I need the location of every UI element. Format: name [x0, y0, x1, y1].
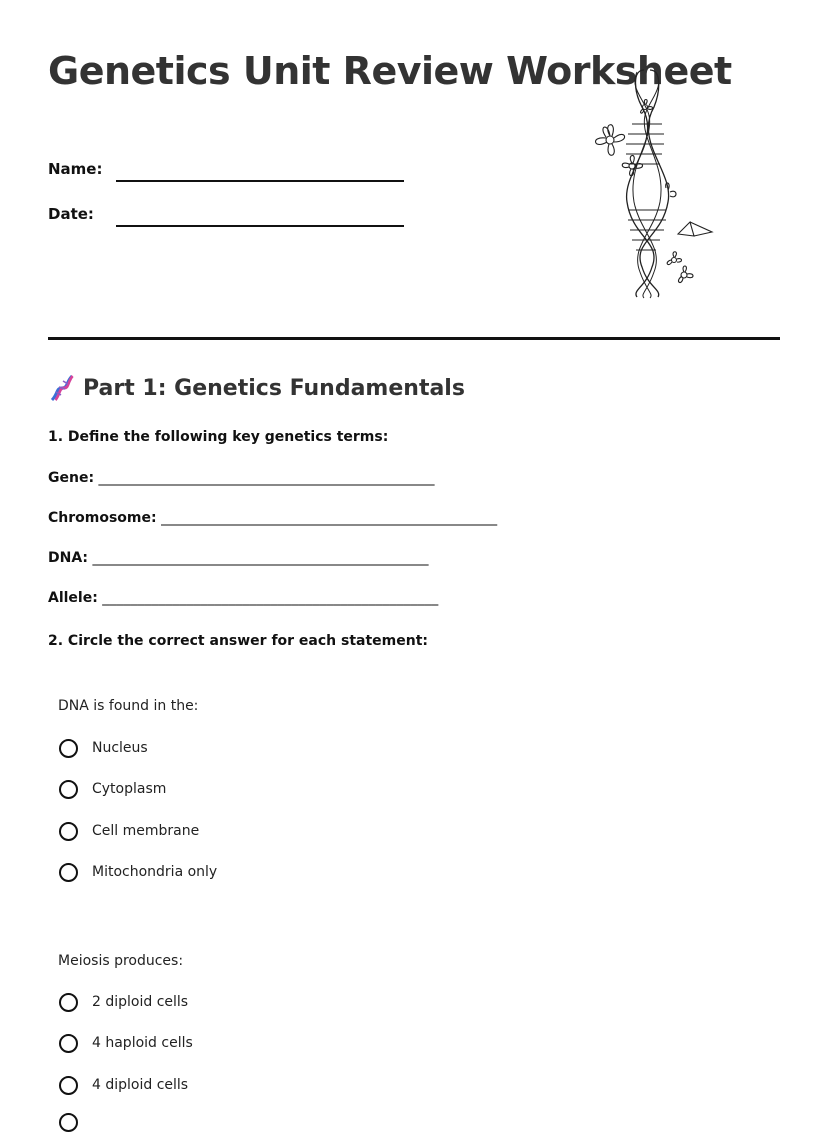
radio-circle[interactable] — [59, 1113, 78, 1132]
date-label: Date: — [48, 205, 94, 223]
mc-option[interactable] — [58, 736, 148, 760]
mc-prompt: Meiosis produces: — [58, 953, 184, 969]
date-field[interactable] — [116, 225, 404, 227]
term-gene[interactable] — [48, 470, 435, 486]
mc-option[interactable] — [58, 860, 217, 884]
option-label: Mitochondria only — [92, 864, 218, 880]
option-label: 4 diploid cells — [92, 1077, 189, 1093]
term-allele[interactable] — [48, 590, 438, 606]
term-label: Allele: — [48, 590, 98, 606]
section-heading-part1 — [48, 374, 465, 402]
option-label: Cytoplasm — [92, 781, 167, 797]
term-blank: ________________________________________________ — [92, 550, 429, 566]
header-divider — [48, 337, 780, 340]
radio-circle[interactable] — [59, 993, 78, 1012]
mc-option[interactable] — [58, 1073, 188, 1097]
term-blank: ________________________________________________ — [102, 590, 439, 606]
name-label: Name: — [48, 160, 103, 178]
radio-circle[interactable] — [59, 780, 78, 799]
term-label: Gene: — [48, 470, 95, 486]
term-label: Chromosome: — [48, 510, 157, 526]
option-label: Cell membrane — [92, 823, 200, 839]
radio-circle[interactable] — [59, 822, 78, 841]
option-label: Nucleus — [92, 740, 148, 756]
option-label: 2 diploid cells — [92, 994, 189, 1010]
radio-circle[interactable] — [59, 1034, 78, 1053]
dna-illustration — [582, 62, 722, 304]
radio-circle[interactable] — [59, 739, 78, 758]
dna-icon — [48, 374, 76, 402]
mc-option[interactable] — [58, 777, 166, 801]
option-label: 4 haploid cells — [92, 1035, 193, 1051]
term-chromosome[interactable] — [48, 510, 497, 526]
term-blank: ________________________________________________ — [98, 470, 435, 486]
radio-circle[interactable] — [59, 1076, 78, 1095]
term-dna[interactable] — [48, 550, 428, 566]
mc-option[interactable] — [58, 990, 188, 1014]
mc-option[interactable] — [58, 1031, 193, 1055]
question-2: 2. Circle the correct answer for each statement: — [48, 633, 429, 649]
mc-prompt: DNA is found in the: — [58, 698, 199, 714]
term-label: DNA: — [48, 550, 89, 566]
section-heading-text: Part 1: Genetics Fundamentals — [83, 375, 465, 401]
term-blank: ________________________________________________ — [161, 510, 498, 526]
mc-option[interactable] — [58, 819, 199, 843]
name-field[interactable] — [116, 180, 404, 182]
question-1: 1. Define the following key genetics terms: — [48, 429, 389, 445]
mc-option[interactable] — [58, 1110, 92, 1134]
radio-circle[interactable] — [59, 863, 78, 882]
page-title: Genetics Unit Review Worksheet — [48, 49, 732, 93]
